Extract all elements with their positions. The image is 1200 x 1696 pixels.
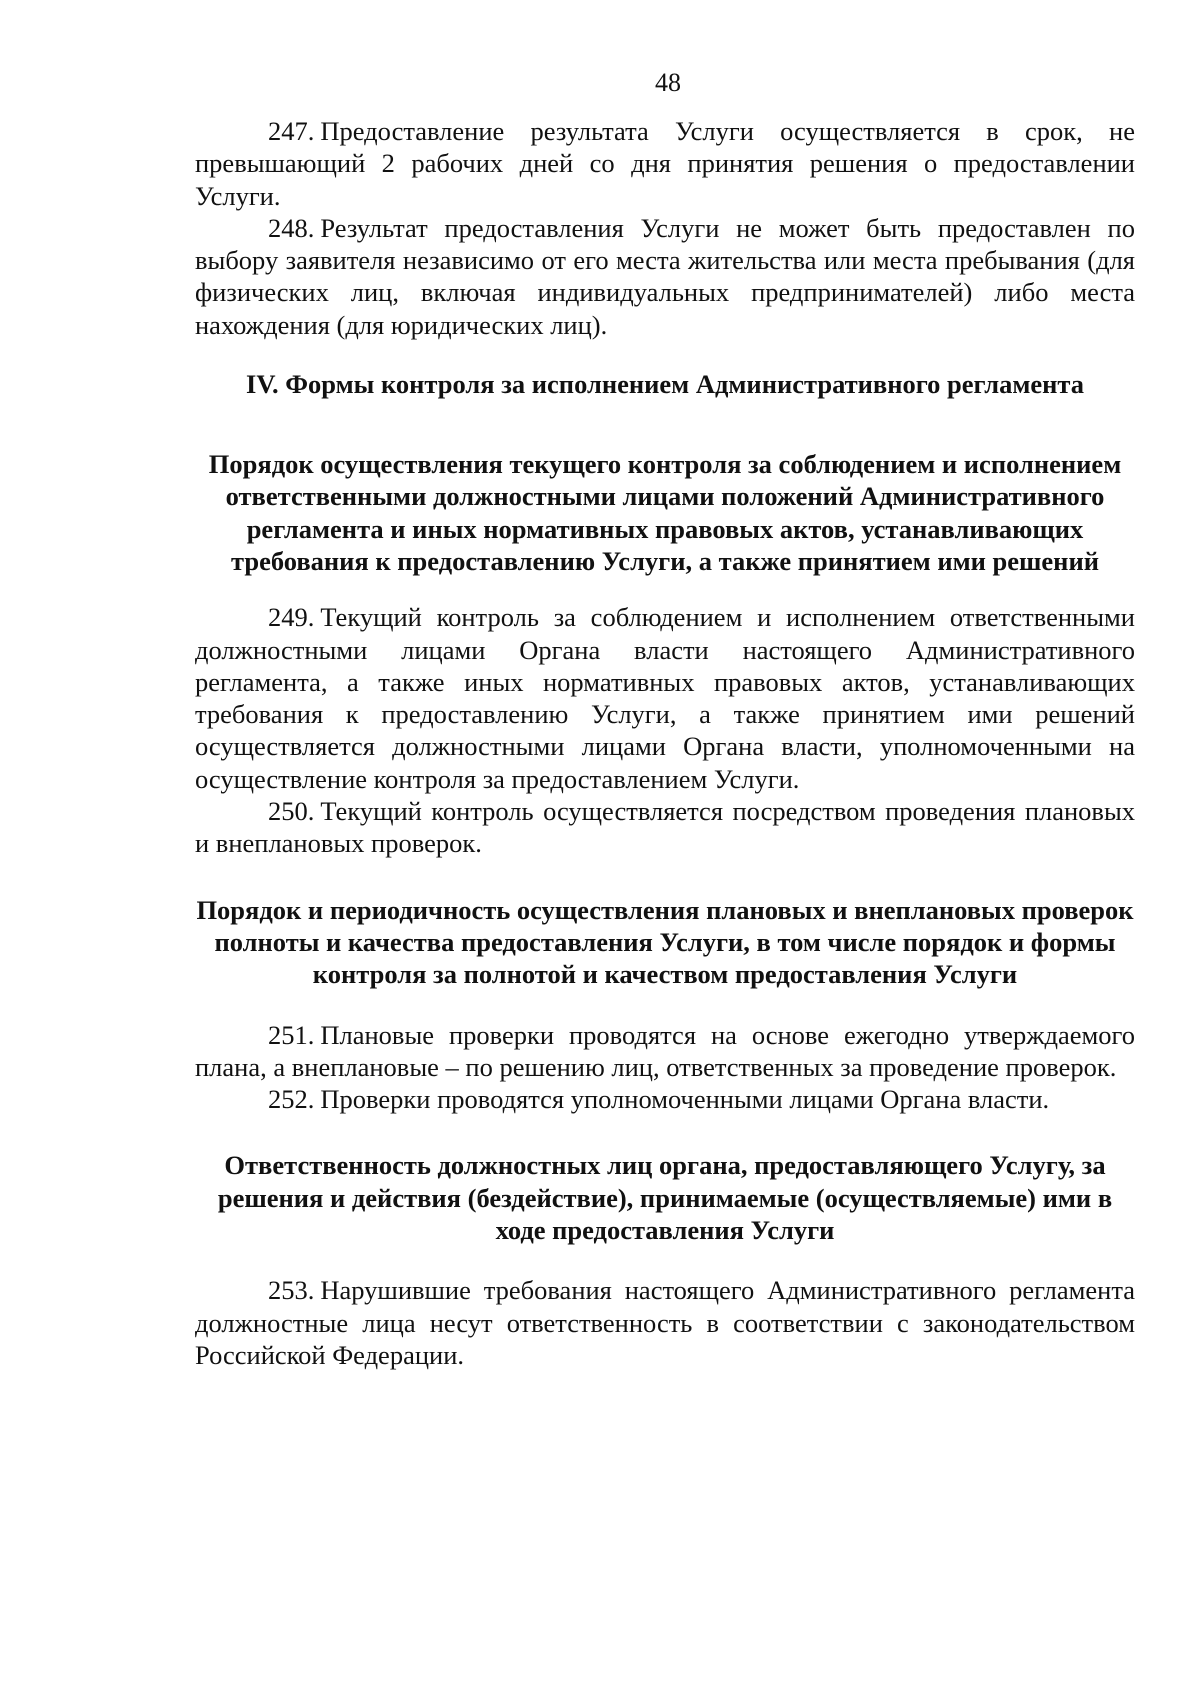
section-heading-inspections: Порядок и периодичность осуществления плановых и внеплановых проверок полноты и качества предоставления Услуги, в том числе порядок и формы контроля за полнотой и качеством предоставления Услуги bbox=[196, 894, 1134, 990]
paragraph-text: Нарушившие требования настоящего Административного регламента должностные лица несут ответственность в соответствии с законодательством Российской Федерации. bbox=[195, 1275, 1135, 1370]
paragraph-text: Текущий контроль за соблюдением и исполнением ответственными должностными лицами Органа власти настоящего Административного регламента, а также иных нормативных правовых актов, устанавливающих требования к предоставлению Услуги, а также принятием ими решений осуществляется должностными лицами Органа власти, уполномоченными на осуществление контроля за предоставлением Услуги. bbox=[195, 602, 1135, 794]
paragraph-247 bbox=[195, 115, 1135, 212]
document-body bbox=[195, 115, 1135, 1371]
paragraph-text: Проверки проводятся уполномоченными лицами Органа власти. bbox=[320, 1084, 1050, 1115]
paragraph-249 bbox=[195, 601, 1135, 795]
paragraph-number: 248. bbox=[268, 212, 315, 243]
section-heading-current-control: Порядок осуществления текущего контроля за соблюдением и исполнением ответственными должностными лицами положений Административного регламента и иных нормативных правовых актов, устанавливающих требования к предоставлению Услуги, а также принятием ими решений bbox=[208, 449, 1122, 576]
paragraph-text: Плановые проверки проводятся на основе ежегодно утверждаемого плана, а внеплановые – по решению лиц, ответственных за проведение проверок. bbox=[195, 1019, 1135, 1082]
paragraph-text: Результат предоставления Услуги не может быть предоставлен по выбору заявителя независимо от его места жительства или места пребывания (для физических лиц, включая индивидуальных предпринимателей) либо места нахождения (для юридических лиц). bbox=[195, 212, 1135, 340]
page-number: 48 bbox=[655, 68, 681, 97]
paragraph-250 bbox=[195, 795, 1135, 860]
paragraph-253 bbox=[195, 1274, 1135, 1371]
paragraph-number: 252. bbox=[268, 1084, 315, 1115]
paragraph-number: 247. bbox=[268, 116, 315, 146]
paragraph-number: 249. bbox=[268, 602, 315, 633]
paragraph-number: 251. bbox=[268, 1019, 315, 1050]
chapter-heading: IV. Формы контроля за исполнением Административного регламента bbox=[246, 369, 1084, 400]
paragraph-252 bbox=[195, 1083, 1135, 1115]
paragraph-number: 253. bbox=[268, 1275, 315, 1306]
paragraph-text: Текущий контроль осуществляется посредством проведения плановых и внеплановых проверок. bbox=[195, 796, 1135, 859]
paragraph-248 bbox=[195, 212, 1135, 341]
section-heading-responsibility: Ответственность должностных лиц органа, предоставляющего Услугу, за решения и действия (бездействие), принимаемые (осуществляемые) ими в ходе предоставления Услуги bbox=[217, 1150, 1113, 1246]
paragraph-text: Предоставление результата Услуги осуществляется в срок, не превышающий 2 рабочих дней со дня принятия решения о предоставлении Услуги. bbox=[195, 116, 1135, 211]
paragraph-number: 250. bbox=[268, 796, 315, 827]
paragraph-251 bbox=[195, 1019, 1135, 1084]
